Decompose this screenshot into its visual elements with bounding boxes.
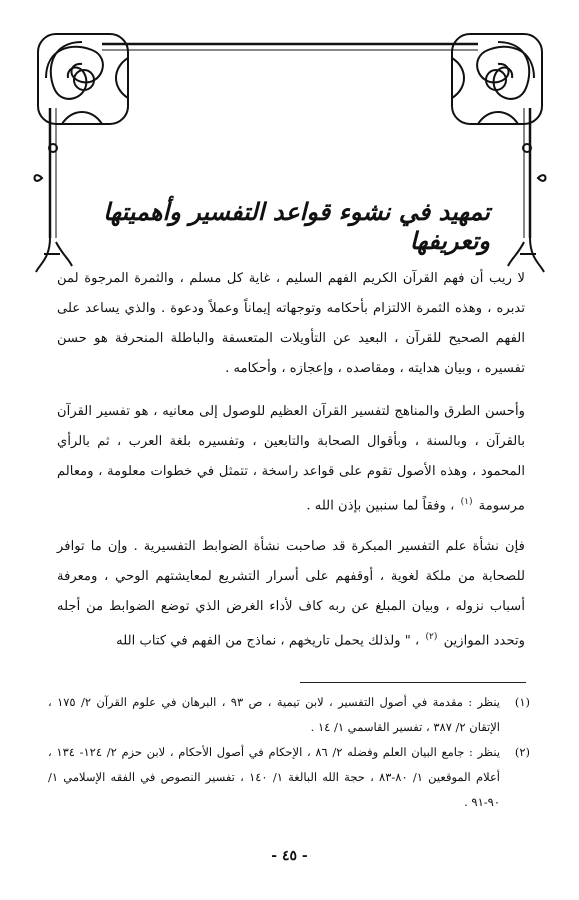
footnote-text: ينظر : مقدمة في أصول التفسير ، لابن تيمية ، ص ٩٣ ، البرهان في علوم القرآن ٢/ ١٧٥ ، الإتقان ٢/ ٣٨٧ ، تفسير القاسمي ١/ ١٤ . — [48, 695, 500, 734]
footnote-ref-1[interactable]: (١) — [460, 497, 473, 507]
paragraph-3-text-b: ، " ولذلك يحمل تاريخهم ، نماذج من الفهم في كتاب الله — [116, 633, 420, 649]
paragraph-3-body — [57, 532, 525, 656]
footnote-ref-2[interactable]: (٢) — [425, 632, 438, 642]
paragraph-3 — [57, 532, 525, 656]
footnote-number: (١) — [514, 695, 530, 709]
paragraph-1 — [57, 264, 525, 384]
footnote-item — [48, 690, 530, 740]
chapter-title: تمهيد في نشوء قواعد التفسير وأهميتها وتعريفها — [103, 197, 490, 255]
footnote-item — [48, 740, 530, 815]
paragraph-2-body — [57, 397, 525, 521]
paragraph-3-text-a: فإن نشأة علم التفسير المبكرة قد صاحبت نشأة الضوابط التفسيرية . وإن ما توافر للصحابة من ملكة لغوية ، أوقفهم على أسرار التشريع لمعايشتهم الوحي ، ومعرفة أسباب نزوله ، وبيان المبلغ عن ربه كاف لأداء الغرض الذي توضع الضوابط من أجله وتحدد الموازين — [57, 539, 525, 649]
footnote-number: (٢) — [514, 745, 530, 759]
footnotes-section — [48, 690, 530, 815]
paragraph-2-text-a: وأحسن الطرق والمناهج لتفسير القرآن العظيم للوصول إلى معانيه ، هو تفسير القرآن بالقرآن ، وبالسنة ، وبأقوال الصحابة والتابعين ، وتفسيره بلغة العرب ، ثم بالرأي المحمود ، وهذه الأصول تقوم على قواعد راسخة ، تتمثل في خطوات معلومة ، ومعالم مرسومة — [57, 404, 525, 514]
footnote-divider — [300, 682, 526, 683]
page-number: - ٤٥ - — [271, 848, 308, 864]
footnote-text: ينظر : جامع البيان العلم وفضله ٢/ ٨٦ ، الإحكام في أصول الأحكام ، لابن حزم ٢/ ١٢٤- ١٣٤ ، أعلام الموقعين ١/ ٨٠-٨٣ ، حجة الله البالغة ١/ ١٤٠ ، تفسير النصوص في الفقه الإسلامي ١/ ٩٠-٩١ . — [48, 745, 501, 809]
paragraph-2 — [57, 397, 525, 521]
paragraph-2-text-b: ، وفقاً لما سنبين بإذن الله . — [306, 498, 455, 514]
paragraph-1-text: لا ريب أن فهم القرآن الكريم الفهم السليم ، غاية كل مسلم ، والثمرة المرجوة لمن تدبره ، وهذه الثمرة الالتزام بأحكامه وتوجهاته إيماناً وعملاً ودعوة . والذي يساعد على الفهم الصحيح للقرآن ، البعيد عن التأويلات المتعسفة والباطلة المنحرفة هو حسن تفسيره ، وبيان هدايته ، ومقاصده ، وإعجازه ، وأحكامه . — [57, 271, 525, 376]
